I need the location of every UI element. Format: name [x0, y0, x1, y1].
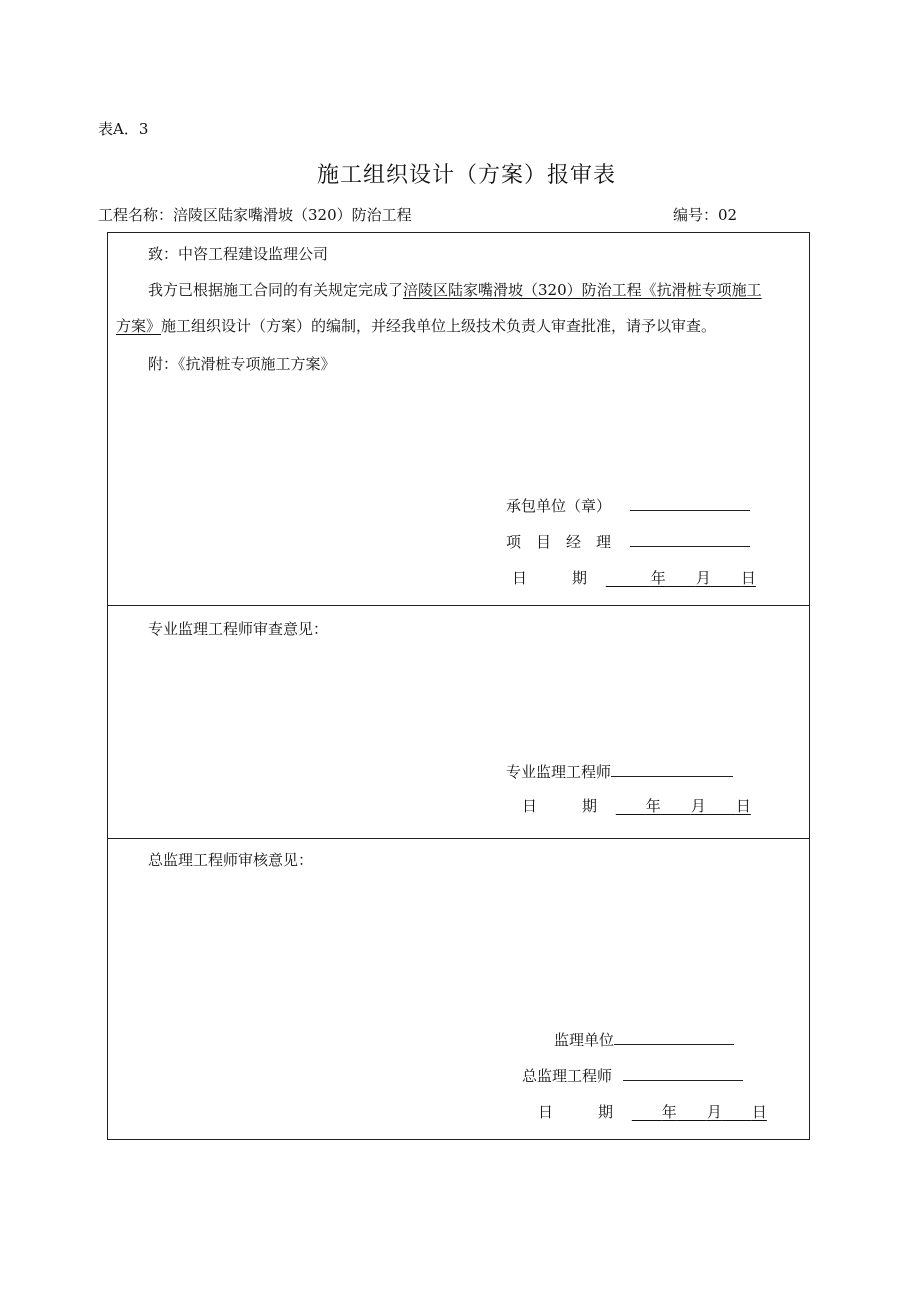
review-form-table [107, 232, 810, 1140]
engineer-signature-row [506, 761, 733, 782]
chief-signature-row [522, 1065, 743, 1086]
pm-signature-row [506, 531, 750, 552]
date-label: 日 期 [538, 1103, 614, 1121]
audit-heading: 总监理工程师审核意见： [148, 851, 314, 869]
date-field-1[interactable]: 年 月 日 [650, 569, 756, 587]
date-field-2[interactable]: 年 月 日 [645, 797, 751, 815]
body-scheme-underlined: 方案》 [116, 317, 162, 335]
divider-2 [108, 838, 809, 839]
attachment: 附：《抗滑桩专项施工方案》 [148, 355, 336, 373]
pm-blank[interactable] [630, 532, 750, 547]
form-number: 编号：02 [673, 206, 738, 224]
pm-label: 项 目 经 理 [506, 533, 612, 551]
body-suffix: 施工组织设计（方案）的编制，并经我单位上级技术负责人审查批准，请予以审查。 [161, 317, 717, 335]
contractor-blank[interactable] [630, 496, 750, 511]
contractor-signature-row [506, 495, 750, 516]
review-heading: 专业监理工程师审查意见： [148, 620, 329, 638]
divider-1 [108, 605, 809, 606]
date-row-1 [512, 567, 756, 588]
chief-label: 总监理工程师 [522, 1067, 613, 1085]
date-label: 日 期 [522, 797, 598, 815]
form-code: 表A．3 [98, 120, 149, 138]
project-name: 工程名称：涪陵区陆家嘴滑坡（320）防治工程 [98, 206, 412, 224]
chief-blank[interactable] [623, 1066, 743, 1081]
contractor-label: 承包单位（章） [506, 497, 612, 515]
date-field-3[interactable]: 年 月 日 [661, 1103, 767, 1121]
body-project-underlined: 涪陵区陆家嘴滑坡（320）防治工程《抗滑桩专项施工 [403, 281, 762, 299]
body-line-2 [116, 315, 716, 336]
page-title: 施工组织设计（方案）报审表 [317, 163, 617, 188]
body-prefix: 我方已根据施工合同的有关规定完成了 [148, 281, 404, 299]
unit-label: 监理单位 [554, 1031, 615, 1049]
addressee: 致：中咨工程建设监理公司 [148, 245, 329, 263]
date-row-2 [522, 795, 751, 816]
body-line-1 [148, 279, 762, 300]
engineer-label: 专业监理工程师 [506, 763, 612, 781]
unit-blank[interactable] [614, 1030, 734, 1045]
date-label: 日 期 [512, 569, 588, 587]
engineer-blank[interactable] [611, 762, 733, 777]
date-row-3 [538, 1101, 767, 1122]
unit-signature-row [554, 1029, 734, 1050]
